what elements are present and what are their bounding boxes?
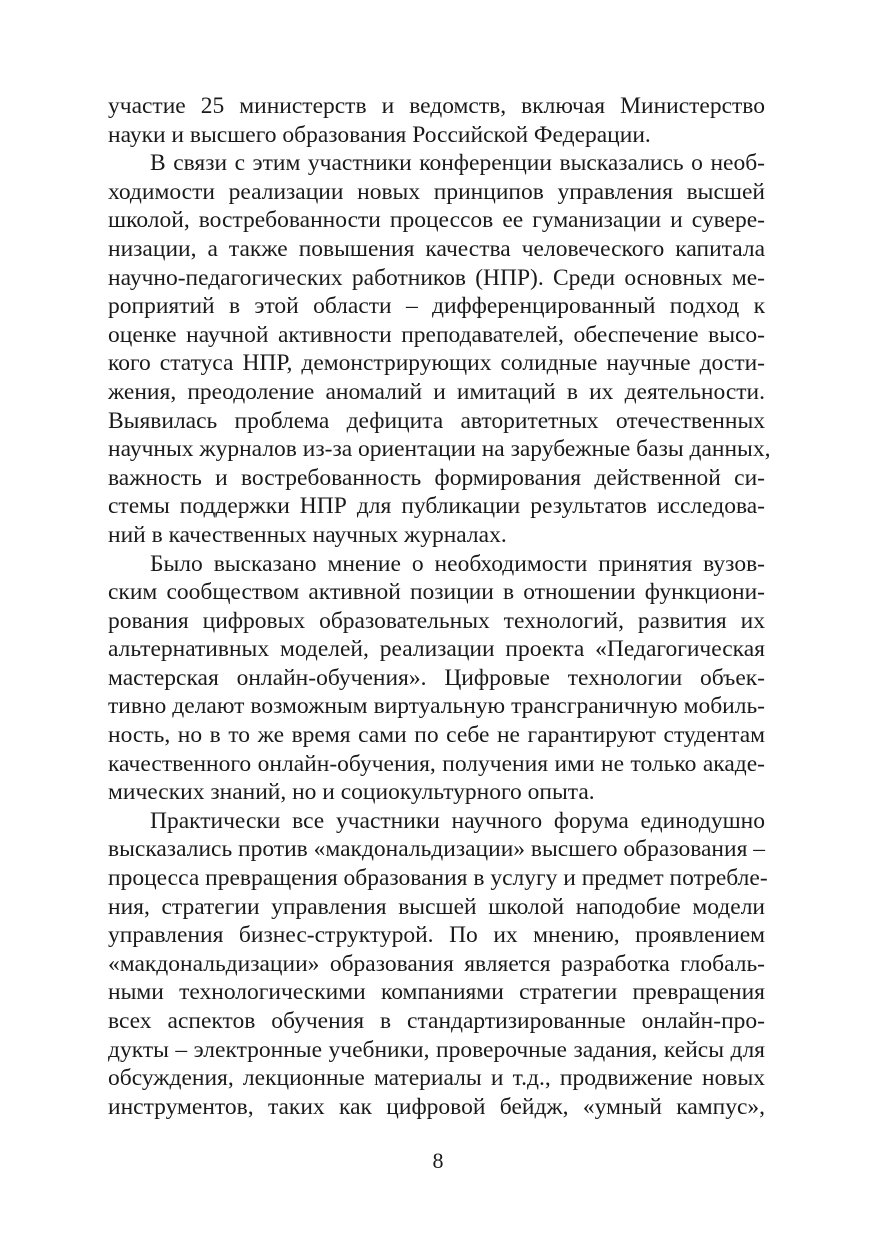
text-line: рования цифровых образовательных технологий, развития их xyxy=(108,607,765,634)
page-number: 8 xyxy=(432,1148,444,1173)
text-line: Было высказано мнение о необходимости принятия вузов- xyxy=(150,550,765,577)
paragraph xyxy=(108,550,765,807)
paragraph xyxy=(108,149,771,549)
text-line: ния, стратегии управления высшей школой наподобие модели xyxy=(108,893,765,920)
text-line: ходимости реализации новых принципов управления высшей xyxy=(108,178,765,205)
text-line: ским сообществом активной позиции в отношении функциони- xyxy=(108,579,765,606)
text-line: альтернативных моделей, реализации проекта «Педагогическая xyxy=(108,636,765,663)
text-line: ний в качественных научных журналах. xyxy=(108,521,507,548)
text-line: мических знаний, но и социокультурного опыта. xyxy=(108,779,595,806)
text-line: научных журналов из-за ориентации на зарубежные базы данных, xyxy=(108,436,771,463)
text-line: всех аспектов обучения в стандартизированные онлайн-про- xyxy=(108,1008,765,1034)
text-line: управления бизнес-структурой. По их мнению, проявлением xyxy=(108,922,765,949)
text-line: мастерская онлайн-обучения». Цифровые технологии объек- xyxy=(108,664,765,691)
text-line: науки и высшего образования Российской Федерации. xyxy=(108,121,651,148)
text-line: кого статуса НПР, демонстрирующих солидные научные дости- xyxy=(108,350,765,377)
text-line: «макдональдизации» образования является разработка глобаль- xyxy=(108,950,765,977)
text-line: научно-педагогических работников (НПР). Среди основных ме- xyxy=(108,264,765,291)
text-line: важность и востребованность формирования действенной си- xyxy=(108,464,765,491)
text-line: жения, преодоление аномалий и имитаций в их деятельности. xyxy=(108,378,765,405)
text-line: роприятий в этой области – дифференцированный подход к xyxy=(108,293,765,320)
text-line: процесса превращения образования в услугу и предмет потребле- xyxy=(108,865,768,892)
paragraph xyxy=(108,807,768,1122)
text-line: оценке научной активности преподавателей, обеспечение высо- xyxy=(108,321,765,348)
text-line: тивно делают возможным виртуальную трансграничную мобиль- xyxy=(108,693,765,720)
text-line: инструментов, таких как цифровой бейдж, «умный кампус», xyxy=(108,1093,765,1120)
text-line: В связи с этим участники конференции высказались о необ- xyxy=(150,150,765,177)
text-line: школой, востребованности процессов ее гуманизации и сувере- xyxy=(108,207,765,234)
text-line: дукты – электронные учебники, проверочные задания, кейсы для xyxy=(108,1036,765,1063)
text-line: низации, а также повышения качества человеческого капитала xyxy=(108,235,765,262)
page-body xyxy=(108,92,771,1121)
text-line: Практически все участники научного форума единодушно xyxy=(150,807,765,834)
text-line: стемы поддержки НПР для публикации результатов исследова- xyxy=(108,493,765,520)
text-line: качественного онлайн-обучения, получения ими не только акаде- xyxy=(108,750,765,777)
text-line: Выявилась проблема дефицита авторитетных отечественных xyxy=(108,407,765,434)
text-line: обсуждения, лекционные материалы и т.д., продвижение новых xyxy=(108,1065,765,1092)
paragraph xyxy=(108,92,765,149)
text-line: высказались против «макдональдизации» высшего образования – xyxy=(108,836,766,863)
text-line: ными технологическими компаниями стратегии превращения xyxy=(108,979,765,1006)
text-line: участие 25 министерств и ведомств, включая Министерство xyxy=(108,93,765,119)
text-line: ность, но в то же время сами по себе не гарантируют студентам xyxy=(108,722,765,749)
